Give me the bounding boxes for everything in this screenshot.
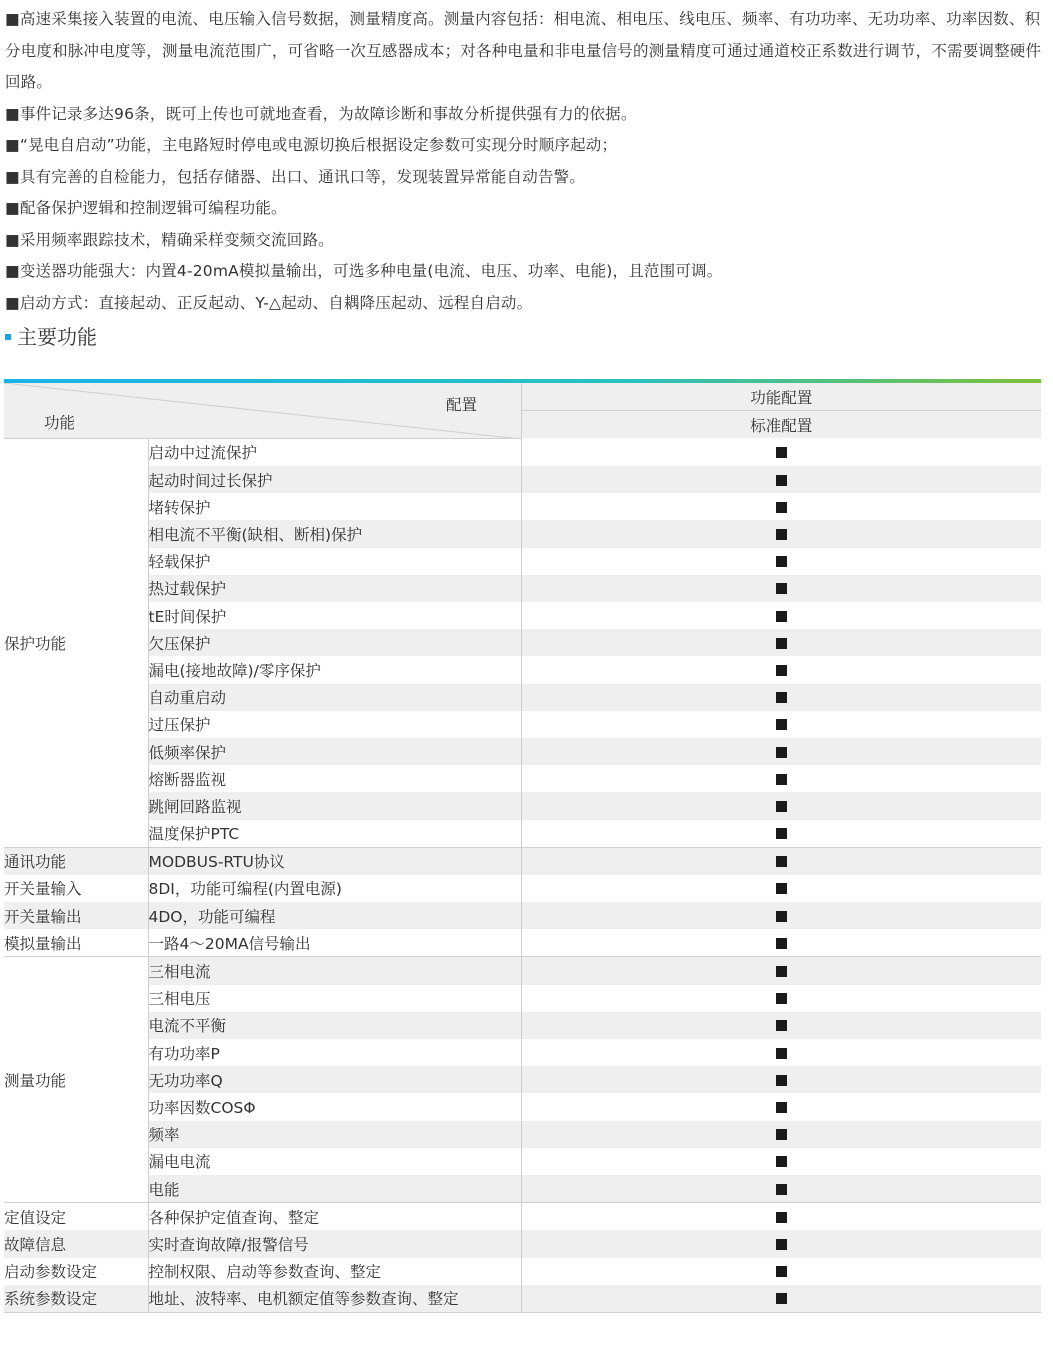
feature-cell: MODBUS-RTU协议 (148, 847, 521, 875)
filled-square-icon (776, 938, 787, 949)
header-function-config: 功能配置 (521, 383, 1041, 411)
filled-square-icon (776, 529, 787, 540)
feature-cell: 三相电流 (148, 957, 521, 985)
table-row (4, 1039, 1041, 1066)
table-row (4, 520, 1041, 547)
feature-cell: 热过载保护 (148, 575, 521, 602)
filled-square-icon (776, 447, 787, 458)
filled-square-icon (776, 1048, 787, 1059)
filled-square-icon (776, 883, 787, 894)
filled-square-icon (776, 774, 787, 785)
table-row (4, 1285, 1041, 1313)
table-row (4, 684, 1041, 711)
bullet-item: ■事件记录多达96条，既可上传也可就地查看，为故障诊断和事故分析提供强有力的依据。 (5, 104, 637, 123)
bullet-item: ■配备保护逻辑和控制逻辑可编程功能。 (5, 199, 287, 217)
filled-square-icon (776, 719, 787, 730)
bullet-item: ■高速采集接入装置的电流、电压输入信号数据，测量精度高。测量内容包括：相电流、相电压、线电压、频率、有功功率、无功功率、功率因数、积分电度和脉冲电度等，测量电流范围广，可省略一次互感器成本；对各种电量和非电量信号的测量精度可通过通道校正系数进行调节，不需要调整硬件回路。 (5, 10, 1042, 91)
feature-cell: 控制权限、启动等参数查询、整定 (148, 1258, 521, 1285)
feature-cell: 一路4～20MA信号输出 (148, 929, 521, 957)
category-cell: 系统参数设定 (4, 1285, 148, 1313)
table-row (4, 602, 1041, 629)
feature-cell: 漏电电流 (148, 1148, 521, 1175)
feature-cell: 电能 (148, 1175, 521, 1203)
feature-cell: 熔断器监视 (148, 765, 521, 792)
category-cell: 启动参数设定 (4, 1263, 98, 1282)
header-config-label: 配置 (446, 396, 478, 414)
filled-square-icon (776, 911, 787, 922)
standard-config-cell (521, 520, 1041, 547)
standard-config-cell (521, 1012, 1041, 1039)
table-row (4, 438, 1041, 466)
standard-config-cell (521, 820, 1041, 848)
standard-config-cell (521, 548, 1041, 575)
standard-config-cell (521, 738, 1041, 765)
feature-cell: tE时间保护 (148, 602, 521, 629)
filled-square-icon (776, 502, 787, 513)
table-row (4, 738, 1041, 765)
category-cell: 模拟量输出 (4, 934, 82, 953)
section-title-text: 主要功能 (17, 325, 97, 349)
filled-square-icon (776, 966, 787, 977)
filled-square-icon (776, 1129, 787, 1140)
feature-cell: 堵转保护 (148, 493, 521, 520)
filled-square-icon (776, 665, 787, 676)
feature-cell: 起动时间过长保护 (148, 466, 521, 493)
standard-config-cell (521, 1203, 1041, 1231)
table-row (4, 1230, 1041, 1257)
filled-square-icon (776, 1075, 787, 1086)
table-row (4, 466, 1041, 493)
diagonal-line (4, 383, 521, 439)
section-heading (5, 322, 97, 352)
standard-config-cell (521, 684, 1041, 711)
standard-config-cell (521, 602, 1041, 629)
feature-cell: 跳闸回路监视 (148, 792, 521, 819)
filled-square-icon (776, 692, 787, 703)
heading-marker-icon (5, 334, 11, 340)
standard-config-cell (521, 629, 1041, 656)
bullet-item: ■变送器功能强大：内置4-20mA模拟量输出，可选多种电量(电流、电压、功率、电能)，且范围可调。 (5, 262, 723, 280)
filled-square-icon (776, 1184, 787, 1195)
standard-config-cell (521, 656, 1041, 683)
table-row (4, 1093, 1041, 1120)
category-cell: 定值设定 (4, 1203, 148, 1231)
filled-square-icon (776, 993, 787, 1004)
feature-cell: 漏电(接地故障)/零序保护 (148, 656, 521, 683)
header-standard-config: 标准配置 (521, 411, 1041, 439)
feature-cell: 4DO，功能可编程 (148, 902, 521, 929)
feature-cell: 频率 (148, 1121, 521, 1148)
standard-config-cell (521, 1258, 1041, 1285)
feature-cell: 功率因数COSΦ (148, 1093, 521, 1120)
feature-cell: 有功功率P (148, 1039, 521, 1066)
category-cell: 故障信息 (4, 1230, 148, 1257)
table-row (4, 575, 1041, 602)
category-cell: 通讯功能 (4, 847, 148, 875)
table-row (4, 493, 1041, 520)
bullet-item: ■启动方式：直接起动、正反起动、Y-△起动、自耦降压起动、远程自启动。 (5, 293, 533, 312)
function-config-table (4, 383, 1041, 1313)
feature-cell: 8DI，功能可编程(内置电源) (148, 875, 521, 902)
table-row (4, 1258, 1041, 1285)
feature-cell: 欠压保护 (148, 629, 521, 656)
standard-config-cell (521, 1285, 1041, 1313)
standard-config-cell (521, 847, 1041, 875)
table-row (4, 1121, 1041, 1148)
standard-config-cell (521, 875, 1041, 902)
standard-config-cell (521, 466, 1041, 493)
standard-config-cell (521, 1230, 1041, 1257)
standard-config-cell (521, 765, 1041, 792)
feature-cell: 三相电压 (148, 985, 521, 1012)
standard-config-cell (521, 792, 1041, 819)
standard-config-cell (521, 438, 1041, 466)
feature-cell: 过压保护 (148, 711, 521, 738)
standard-config-cell (521, 929, 1041, 957)
filled-square-icon (776, 1239, 787, 1250)
feature-cell: 自动重启动 (148, 684, 521, 711)
table-row (4, 1012, 1041, 1039)
category-cell: 保护功能 (4, 634, 67, 653)
table-row (4, 820, 1041, 848)
filled-square-icon (776, 801, 787, 812)
table-row (4, 875, 1041, 902)
standard-config-cell (521, 902, 1041, 929)
table-row (4, 629, 1041, 656)
filled-square-icon (776, 1102, 787, 1113)
filled-square-icon (776, 1020, 787, 1031)
standard-config-cell (521, 575, 1041, 602)
standard-config-cell (521, 957, 1041, 985)
bullet-item: ■具有完善的自检能力，包括存储器、出口、通讯口等，发现装置异常能自动告警。 (5, 167, 586, 186)
standard-config-cell (521, 1148, 1041, 1175)
filled-square-icon (776, 1266, 787, 1277)
filled-square-icon (776, 1293, 787, 1304)
filled-square-icon (776, 1156, 787, 1167)
table-row (4, 1148, 1041, 1175)
feature-cell: 地址、波特率、电机额定值等参数查询、整定 (148, 1285, 521, 1313)
table-row (4, 548, 1041, 575)
table-row (4, 1066, 1041, 1093)
feature-cell: 实时查询故障/报警信号 (148, 1230, 521, 1257)
filled-square-icon (776, 638, 787, 649)
table-row (4, 711, 1041, 738)
standard-config-cell (521, 985, 1041, 1012)
standard-config-cell (521, 1093, 1041, 1120)
standard-config-cell (521, 1039, 1041, 1066)
category-cell: 测量功能 (4, 957, 148, 1203)
category-cell: 开关量输出 (4, 902, 148, 929)
feature-cell: 启动中过流保护 (148, 438, 521, 466)
feature-bullet-list (5, 4, 1049, 319)
filled-square-icon (776, 611, 787, 622)
header-function-label: 功能 (44, 414, 76, 432)
table-row (4, 656, 1041, 683)
filled-square-icon (776, 556, 787, 567)
table-row (4, 792, 1041, 819)
feature-cell: 无功功率Q (148, 1066, 521, 1093)
feature-cell: 轻载保护 (148, 548, 521, 575)
feature-cell: 相电流不平衡(缺相、断相)保护 (148, 520, 521, 547)
table-row (4, 902, 1041, 929)
filled-square-icon (776, 828, 787, 839)
bullet-item: ■采用频率跟踪技术，精确采样变频交流回路。 (5, 230, 334, 249)
table-row (4, 957, 1041, 985)
filled-square-icon (776, 475, 787, 486)
feature-cell: 各种保护定值查询、整定 (148, 1203, 521, 1231)
filled-square-icon (776, 856, 787, 867)
filled-square-icon (776, 583, 787, 594)
standard-config-cell (521, 1121, 1041, 1148)
table-row (4, 847, 1041, 875)
header-diagonal-cell (4, 383, 521, 438)
table-row (4, 1203, 1041, 1231)
standard-config-cell (521, 1175, 1041, 1203)
category-cell: 开关量输入 (4, 880, 82, 899)
filled-square-icon (776, 747, 787, 758)
table-row (4, 765, 1041, 792)
feature-cell: 电流不平衡 (148, 1012, 521, 1039)
table-row (4, 1175, 1041, 1203)
standard-config-cell (521, 1066, 1041, 1093)
table-row (4, 985, 1041, 1012)
standard-config-cell (521, 711, 1041, 738)
table-row (4, 929, 1041, 957)
standard-config-cell (521, 493, 1041, 520)
feature-cell: 低频率保护 (148, 738, 521, 765)
filled-square-icon (776, 1212, 787, 1223)
bullet-item: ■“晃电自启动”功能，主电路短时停电或电源切换后根据设定参数可实现分时顺序起动； (5, 136, 618, 154)
feature-cell: 温度保护PTC (148, 820, 521, 848)
